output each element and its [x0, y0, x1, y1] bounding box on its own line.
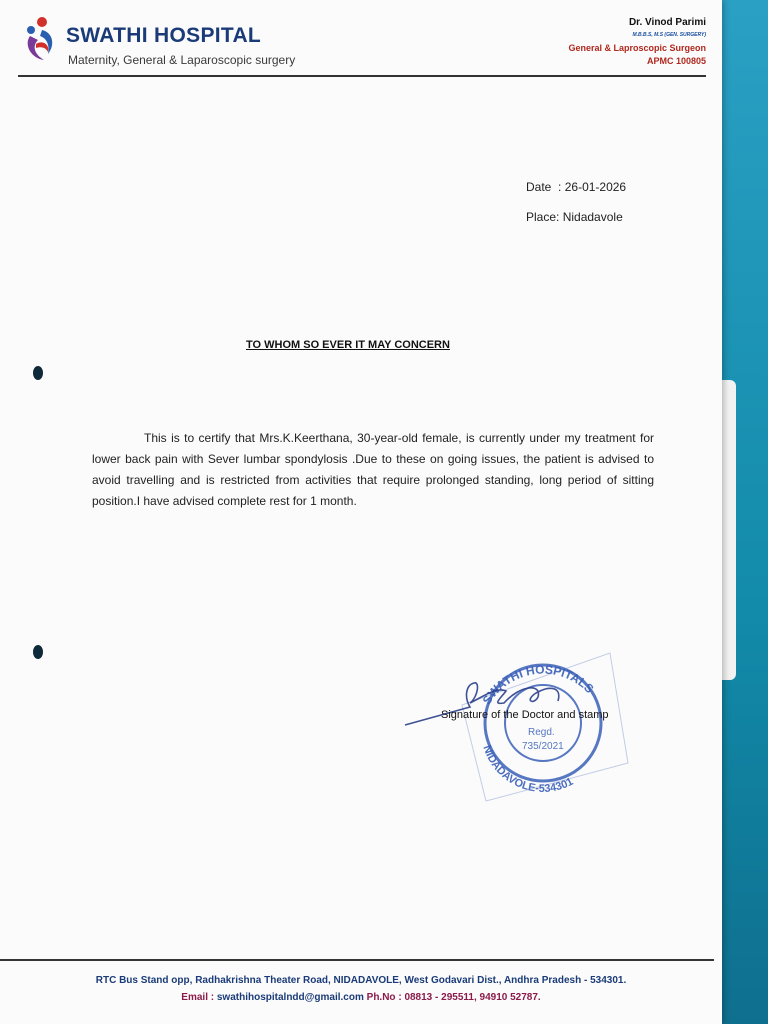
doctor-name: Dr. Vinod Parimi	[628, 17, 706, 28]
stamp-top-text: SWATHI HOSPITALS	[479, 662, 597, 707]
place-label: Place:	[526, 210, 560, 224]
date-sep: :	[554, 180, 565, 194]
stamp-reg: Regd.	[528, 727, 555, 738]
stamp-bottom-text: NIDADAVOLE-534301	[480, 743, 576, 795]
email-value: swathihospitalndd@gmail.com	[216, 992, 364, 1003]
date-line	[526, 180, 626, 194]
date-label: Date	[526, 180, 552, 194]
stamp-number: 735/2021	[522, 741, 564, 752]
doctor-title: General & Laproscopic Surgeon	[568, 43, 706, 53]
doctor-registration: APMC 100805	[646, 56, 706, 66]
hospital-logo-icon	[22, 14, 62, 64]
date-value: 26-01-2026	[564, 180, 627, 194]
punch-hole	[33, 645, 43, 659]
doctor-info	[568, 16, 706, 68]
stamp-seal-icon	[400, 645, 640, 805]
letter-body: This is to certify that Mrs.K.Keerthana, 30-year-old female, is currently under my treatment for lower back pain with Sever lumbar spondylosis .Due to these on going issues, the patient is advised to avoid travelling and is restricted from activities that require prolonged standing, long period of sitting position.I have advised complete rest for 1 month.	[92, 431, 654, 508]
footer-contact	[0, 992, 722, 1003]
place-value: Nidadavole	[562, 210, 623, 224]
email-label: Email :	[181, 992, 217, 1003]
phone-value: 08813 - 295511, 94910 52787.	[404, 992, 541, 1003]
hospital-subtitle: Maternity, General & Laparoscopic surgery	[68, 53, 296, 67]
letter-heading: TO WHOM SO EVER IT MAY CONCERN	[246, 339, 450, 351]
place-line	[526, 210, 623, 224]
punch-hole	[33, 366, 43, 380]
footer-divider	[0, 959, 714, 961]
doctor-qualification: M.B.B.S, M.S (GEN. SURGERY)	[632, 32, 706, 38]
paper-underlay	[722, 380, 736, 680]
footer-address: RTC Bus Stand opp, Radhakrishna Theater Road, NIDADAVOLE, West Godavari Dist., Andhra Pradesh - 534301.	[95, 975, 627, 986]
signature-label: Signature of the Doctor and stamp	[441, 709, 609, 721]
hospital-name: SWATHI HOSPITAL	[66, 24, 262, 47]
header-divider	[18, 75, 706, 77]
phone-label: Ph.No :	[363, 992, 405, 1003]
